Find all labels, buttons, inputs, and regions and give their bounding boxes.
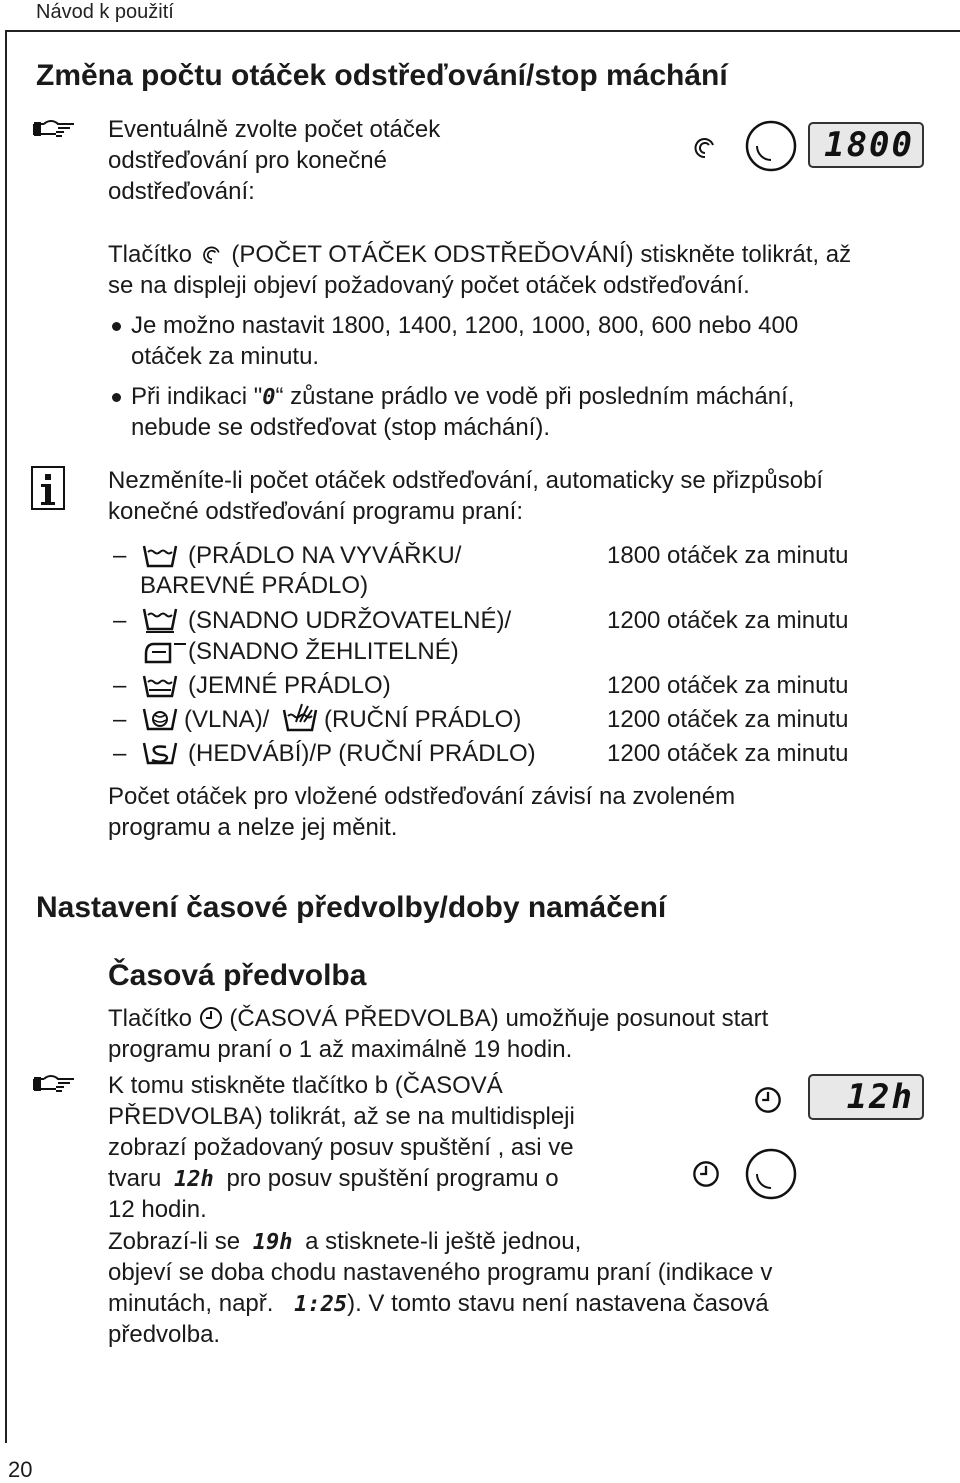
display-segment-zero: 0 [262,385,276,410]
spin-button-text-after: (POČET OTÁČEK ODSTŘEĎOVÁNÍ) stiskněte tolikrát, až [231,241,852,268]
delay-intro-after: (ČASOVÁ PŘEDVOLBA) umožňuje posunout start [229,1005,769,1032]
page-number: 20 [8,1457,33,1482]
step-intro-line-3: odstřeďování: [108,178,255,205]
list-dash: – [113,607,127,634]
program-1-speed: 1800 otáček za minutu [607,542,849,569]
spin-display: 1800 [808,122,924,168]
delay-intro-line-2: programu praní o 1 až maximálně 19 hodin. [108,1036,573,1063]
program-3-speed: 1200 otáček za minutu [607,672,849,699]
bullet-2-line-1 [131,381,794,413]
spin-button-text-before: Tlačítko [108,241,193,268]
list-dash: – [113,672,127,699]
list-dash: – [113,740,127,767]
delay-step-line-4 [108,1163,559,1195]
delay-step-4-after: pro posuv spuštění programu o [226,1165,559,1192]
delay-step-8-before: minutách, např. [108,1290,274,1317]
list-dash: – [113,542,127,569]
spin-icon [199,244,225,266]
delay-step-line-7: objeví se doba chodu nastaveného programu praní (indikace v [108,1259,773,1286]
delay-step-line-6 [108,1226,581,1258]
hand-pointer-icon [32,1073,78,1095]
delay-step-6-after: a stisknete-li ještě jednou, [305,1228,582,1255]
bullet-2-after: “ zůstane prádlo ve vodě při posledním máchání, [275,383,795,410]
bullet-dot [112,322,121,331]
step-intro-line-2: odstřeďování pro konečné [108,147,387,174]
wool-icon [142,705,178,733]
bullet-2-before: Při indikaci " [131,383,263,410]
info-text-line-1: Nezměníte-li počet otáček odstřeďování, automaticky se přizpůsobí [108,467,824,494]
clock-icon [199,1006,223,1030]
list-dash: – [113,706,127,733]
step-intro-line-1: Eventuálně zvolte počet otáček [108,116,441,143]
delay-step-line-2: PŘEDVOLBA) tolikrát, až se na multidispleji [108,1103,575,1130]
info-text-line-2: konečné odstřeďování programu praní: [108,498,523,525]
clock-icon [692,1160,720,1188]
delay-intro-before: Tlačítko [108,1005,193,1032]
program-2-speed: 1200 otáček za minutu [607,607,849,634]
bullet-1-line-1: Je možno nastavit 1800, 1400, 1200, 1000, 800, 600 nebo 400 [131,312,799,339]
delicates-tub-icon [142,672,178,698]
program-5-line-1: (HEDVÁBÍ)/P (RUČNÍ PRÁDLO) [188,740,536,767]
delay-dial-knob[interactable] [745,1148,797,1200]
clock-icon [754,1086,782,1114]
hand-pointer-icon [32,118,78,140]
display-segment-125: 1:25 [294,1292,348,1317]
note-line-1: Počet otáček pro vložené odstřeďování závisí na zvoleném [108,783,736,810]
section-title-spin: Změna počtu otáček odstřeďování/stop máchání [36,59,728,92]
program-1-line-2: BAREVNÉ PRÁDLO) [140,572,369,599]
display-segment-19h: 19h [252,1230,293,1255]
program-3-line-1: (JEMNÉ PRÁDLO) [188,672,391,699]
hand-wash-icon [282,702,320,732]
program-5-speed: 1200 otáček za minutu [607,740,849,767]
delay-step-line-3: zobrazí požadovaný posuv spuštění , asi ve [108,1134,574,1161]
delay-step-6-before: Zobrazí-li se [108,1228,241,1255]
delay-step-8-after: ). V tomto stavu není nastavena časová [347,1290,769,1317]
cottons-tub-icon [142,542,178,568]
delay-step-line-1: K tomu stiskněte tlačítko b (ČASOVÁ [108,1072,503,1099]
easy-care-tub-icon [142,605,178,633]
spin-dial-knob[interactable] [745,120,797,172]
delay-step-4-before: tvaru [108,1165,162,1192]
program-2-line-2: (SNADNO ŽEHLITELNÉ) [188,638,459,665]
spin-button-text-line-2: se na displeji objeví požadovaný počet otáček odstřeďování. [108,272,750,299]
silk-icon [142,739,178,767]
section-title-delay: Nastavení časové předvolby/doby namáčení [36,891,667,924]
program-4-part-b: (RUČNÍ PRÁDLO) [324,706,522,733]
spin-button-text [108,239,851,270]
note-line-2: programu a nelze jej měnit. [108,814,398,841]
bullet-1-line-2: otáček za minutu. [131,343,320,370]
bullet-dot [112,393,121,402]
program-4-part-a: (VLNA)/ [184,706,270,733]
delay-step-line-5: 12 hodin. [108,1196,207,1223]
info-icon [31,466,65,510]
display-segment-12h: 12h [174,1167,214,1192]
spin-icon [692,135,718,161]
document-header: Návod k použití [36,1,174,23]
program-2-line-1: (SNADNO UDRŽOVATELNÉ)/ [188,607,512,634]
program-4-speed: 1200 otáček za minutu [607,706,849,733]
subsection-title-delay-start: Časová předvolba [108,959,367,992]
frame-left-rule [5,30,7,1443]
program-1-line-1: (PRÁDLO NA VYVÁŘKU/ [188,542,462,569]
iron-icon [142,638,188,666]
bullet-2-line-2: nebude se odstřeďovat (stop máchání). [131,414,550,441]
delay-intro-line-1 [108,1003,768,1034]
delay-step-line-9: předvolba. [108,1321,221,1348]
frame-top-rule [5,30,960,32]
delay-step-line-8 [108,1288,769,1320]
delay-display: 12h [808,1074,924,1120]
